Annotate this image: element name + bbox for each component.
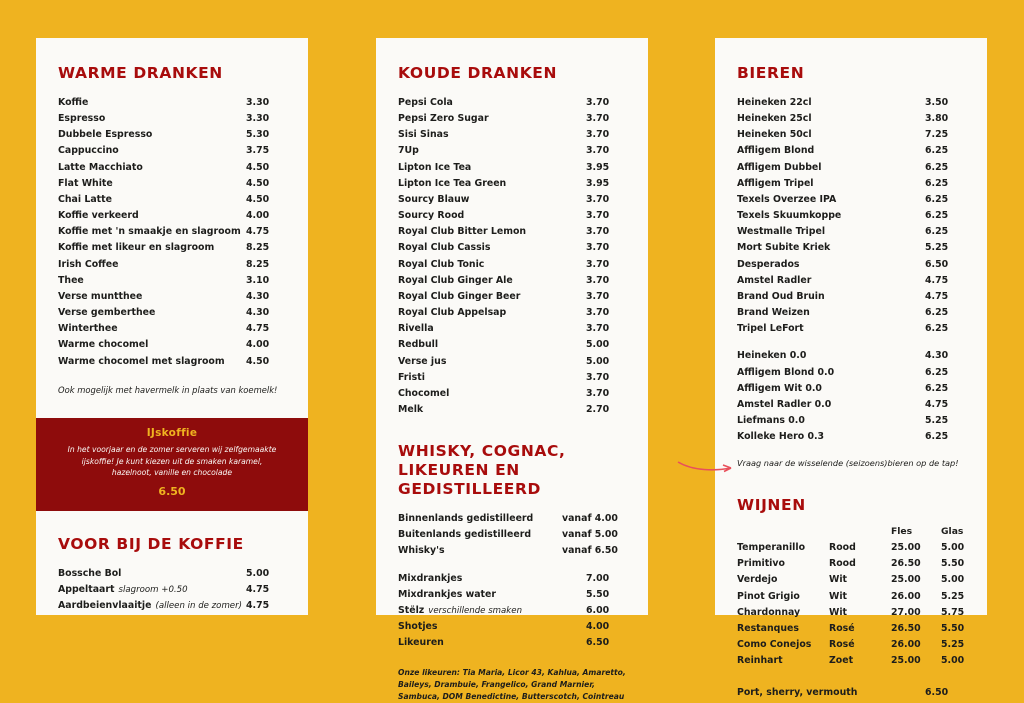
item-price: 3.70	[586, 388, 610, 399]
item-name: Affligem Blond 0.0	[737, 366, 835, 378]
item-price: 4.50	[246, 355, 270, 367]
list-item	[737, 321, 965, 337]
item-name: Irish Coffee	[58, 258, 119, 270]
item-name: Chai Latte	[58, 193, 112, 205]
item-price: 4.30	[925, 350, 949, 362]
wine-bottle-price: 26.00	[891, 639, 921, 651]
wine-glass-price: 5.00	[941, 655, 965, 667]
item-price: 5.30	[246, 129, 270, 141]
list-item	[737, 273, 965, 289]
table-row	[737, 653, 965, 669]
item-price: 3.30	[246, 113, 270, 125]
item-name: Sourcy Rood	[398, 210, 465, 222]
table-row	[737, 589, 965, 605]
list-item	[737, 176, 965, 192]
spacer	[58, 511, 286, 535]
item-name: Latte Macchiato	[58, 161, 143, 173]
item-price: 4.30	[246, 307, 270, 319]
list-item	[398, 370, 626, 386]
item-price: 3.70	[586, 290, 610, 302]
item-name: Verse gemberthee	[58, 307, 156, 319]
item-name: Espresso	[58, 113, 106, 125]
item-price: 6.25	[925, 145, 949, 157]
ijskoffie-description: In het voorjaar en de zomer serveren wij zelfgemaakte ijskoffie! Je kunt kiezen uit de smaken karamel, hazelnoot, vanille en chocolade	[67, 445, 277, 478]
item-name: Heineken 22cl	[737, 96, 812, 108]
item-price: 5.00	[586, 355, 610, 367]
item-note: verschillende smaken	[428, 605, 523, 616]
item-name: Brand Weizen	[737, 307, 810, 319]
list-item	[58, 598, 286, 614]
list-item	[398, 176, 626, 192]
wine-glass-price: 5.25	[941, 639, 965, 651]
item-price: 5.00	[246, 567, 270, 579]
item-name: Heineken 25cl	[737, 113, 812, 125]
list-item	[737, 192, 965, 208]
spacer	[737, 472, 965, 496]
item-name: Amstel Radler	[737, 274, 812, 286]
list-item	[398, 111, 626, 127]
item-name: Affligem Dubbel	[737, 161, 822, 173]
item-price: 3.30	[246, 96, 270, 108]
warme-dranken-list	[58, 95, 286, 370]
table-row	[737, 637, 965, 653]
item-name: Tripel LeFort	[737, 323, 804, 335]
item-price: 3.70	[586, 226, 610, 238]
item-price: 4.75	[246, 226, 270, 238]
list-item	[58, 192, 286, 208]
item-name: Royal Club Ginger Ale	[398, 274, 513, 286]
wine-header-name	[737, 524, 829, 540]
item-price: 3.70	[586, 242, 610, 254]
list-item	[737, 95, 965, 111]
item-price: 6.25	[925, 366, 949, 378]
item-price: 4.75	[246, 323, 270, 335]
list-item	[58, 321, 286, 337]
item-name: Thee	[58, 274, 84, 286]
list-item	[737, 143, 965, 159]
item-price: 4.75	[246, 583, 270, 595]
item-name: 7Up	[398, 145, 419, 157]
item-name: Stëlz	[398, 604, 425, 616]
spacer	[398, 418, 626, 442]
item-name: Appeltaart	[58, 583, 115, 595]
wine-name: Primitivo	[737, 558, 785, 570]
list-item	[398, 192, 626, 208]
item-price: 6.25	[925, 177, 949, 189]
wine-type: Rosé	[829, 622, 855, 634]
list-item	[58, 354, 286, 370]
section-title-bieren: BIEREN	[737, 64, 805, 82]
item-price: 6.25	[925, 382, 949, 394]
item-name: Heineken 50cl	[737, 129, 812, 141]
item-name: Rivella	[398, 323, 434, 335]
list-item	[737, 429, 965, 445]
list-item	[398, 95, 626, 111]
wine-name: Restanques	[737, 622, 799, 634]
list-item	[58, 273, 286, 289]
item-price: 3.50	[925, 96, 949, 108]
item-price: 4.75	[925, 274, 949, 286]
tap-note	[737, 458, 965, 468]
item-name: Koffie met likeur en slagroom	[58, 242, 215, 254]
item-price: 3.95	[586, 177, 610, 189]
item-name: Sisi Sinas	[398, 129, 449, 141]
list-item	[398, 273, 626, 289]
wine-glass-price: 5.00	[941, 542, 965, 554]
wine-type: Zoet	[829, 655, 854, 667]
bieren-list	[737, 95, 965, 446]
ijskoffie-highlight	[36, 418, 308, 510]
list-item	[58, 176, 286, 192]
item-name: Likeuren	[398, 637, 444, 649]
wine-name: Chardonnay	[737, 606, 801, 618]
item-price: 6.25	[925, 226, 949, 238]
list-item	[398, 635, 626, 651]
wine-glass-price: 5.00	[941, 574, 965, 586]
item-price: 5.25	[925, 415, 949, 427]
list-item	[737, 381, 965, 397]
item-price: 3.80	[925, 113, 949, 125]
item-name: Texels Overzee IPA	[737, 193, 837, 205]
item-name: Pepsi Zero Sugar	[398, 113, 489, 125]
item-price: 4.30	[246, 290, 270, 302]
item-name: Royal Club Cassis	[398, 242, 491, 254]
list-item	[58, 208, 286, 224]
item-name: Lipton Ice Tea	[398, 161, 472, 173]
wine-type: Wit	[829, 606, 848, 618]
item-price: 3.70	[586, 323, 610, 335]
list-item	[58, 224, 286, 240]
item-price: 2.70	[586, 404, 610, 416]
item-price: 3.70	[586, 371, 610, 383]
list-item	[737, 365, 965, 381]
item-name: Binnenlands gedistilleerd	[398, 513, 534, 525]
item-name: Bossche Bol	[58, 567, 122, 579]
list-item	[737, 127, 965, 143]
item-price: 3.75	[246, 145, 270, 157]
item-name: Mort Subite Kriek	[737, 242, 831, 254]
item-price: 3.70	[586, 258, 610, 270]
list-item	[58, 143, 286, 159]
list-item	[737, 397, 965, 413]
item-name: Melk	[398, 404, 424, 416]
list-item	[737, 208, 965, 224]
item-price: 3.70	[586, 193, 610, 205]
gedistilleerd-list	[398, 511, 626, 651]
wine-name: Temperanillo	[737, 542, 806, 554]
list-item	[58, 95, 286, 111]
list-item	[58, 337, 286, 353]
item-name: Fristi	[398, 371, 425, 383]
item-name: Affligem Tripel	[737, 177, 814, 189]
item-price: vanaf 5.00	[562, 529, 618, 541]
arrow-icon	[677, 460, 735, 472]
item-name: Koffie met 'n smaakje en slagroom	[58, 226, 241, 238]
list-item	[398, 543, 626, 559]
item-price: 6.25	[925, 431, 949, 443]
item-price: 3.70	[586, 274, 610, 286]
voor-bij-de-koffie-list	[58, 566, 286, 615]
warme-dranken-footnote: Ook mogelijk met havermelk in plaats van koemelk!	[58, 384, 278, 395]
table-row	[737, 605, 965, 621]
item-name: Verse muntthee	[58, 290, 143, 302]
item-name: Redbull	[398, 339, 439, 351]
wine-header-glas: Glas	[941, 526, 964, 538]
list-item	[58, 160, 286, 176]
item-price: 6.25	[925, 161, 949, 173]
wine-glass-price: 5.50	[941, 622, 965, 634]
item-name: Heineken 0.0	[737, 350, 807, 362]
item-price: 3.10	[246, 274, 270, 286]
wine-bottle-price: 26.50	[891, 558, 921, 570]
list-item	[398, 402, 626, 418]
list-item	[737, 240, 965, 256]
wine-bottle-price: 26.50	[891, 622, 921, 634]
wine-type: Rood	[829, 542, 856, 554]
item-name: Flat White	[58, 177, 113, 189]
list-item	[398, 354, 626, 370]
list-item	[737, 348, 965, 364]
item-name: Liefmans 0.0	[737, 415, 805, 427]
list-item	[58, 305, 286, 321]
item-note: (alleen in de zomer)	[155, 600, 242, 611]
list-item	[58, 289, 286, 305]
item-price: 3.70	[586, 96, 610, 108]
menu-column-one	[36, 38, 308, 615]
wine-bottle-price: 25.00	[891, 655, 921, 667]
list-item	[398, 143, 626, 159]
item-name: Pepsi Cola	[398, 96, 453, 108]
item-price: 6.25	[925, 323, 949, 335]
item-name: Koffie	[58, 96, 89, 108]
list-item	[398, 240, 626, 256]
item-price: 6.50	[925, 258, 949, 270]
item-note: slagroom +0.50	[118, 584, 188, 595]
item-name: Royal Club Appelsap	[398, 307, 507, 319]
list-item	[737, 111, 965, 127]
item-name: Aardbeienvlaaitje	[58, 599, 152, 611]
item-price: 5.25	[925, 242, 949, 254]
list-item	[398, 127, 626, 143]
list-item	[398, 587, 626, 603]
item-price: 3.70	[586, 145, 610, 157]
ijskoffie-price: 6.50	[158, 484, 186, 498]
ijskoffie-title: IJskoffie	[146, 427, 198, 440]
table-row	[737, 572, 965, 588]
spacer	[398, 560, 626, 571]
wine-table-header	[737, 524, 965, 540]
wine-bottle-price: 26.00	[891, 590, 921, 602]
section-title-warme-dranken: WARME DRANKEN	[58, 64, 223, 82]
list-item	[58, 240, 286, 256]
section-title-wijnen: WIJNEN	[737, 495, 806, 514]
item-name: Port, sherry, vermouth	[737, 687, 858, 699]
item-price: 8.25	[246, 242, 270, 254]
list-item	[398, 224, 626, 240]
item-price: 4.50	[246, 177, 270, 189]
item-name: Lipton Ice Tea Green	[398, 177, 507, 189]
list-item	[398, 257, 626, 273]
item-price: 4.75	[925, 399, 949, 410]
list-item	[58, 111, 286, 127]
list-item	[398, 603, 626, 619]
item-name: Koffie verkeerd	[58, 210, 139, 222]
section-title-koude-dranken: KOUDE DRANKEN	[398, 64, 558, 82]
spacer	[737, 337, 965, 348]
item-name: Kolleke Hero 0.3	[737, 431, 825, 443]
item-name: Desperados	[737, 258, 800, 270]
item-price: 7.25	[925, 129, 949, 141]
item-name: Royal Club Ginger Beer	[398, 290, 521, 302]
item-name: Royal Club Tonic	[398, 258, 485, 270]
wine-glass-price: 5.75	[941, 606, 965, 618]
list-item	[398, 527, 626, 543]
list-item	[737, 257, 965, 273]
list-item	[58, 582, 286, 598]
item-price: 4.50	[246, 193, 270, 205]
item-price: 4.00	[586, 621, 610, 633]
list-item	[737, 305, 965, 321]
wine-glass-price: 5.25	[941, 590, 965, 602]
list-item	[398, 289, 626, 305]
list-item	[398, 619, 626, 635]
table-row	[737, 621, 965, 637]
item-name: Mixdrankjes	[398, 572, 463, 584]
wine-bottle-price: 25.00	[891, 542, 921, 554]
item-price: 4.75	[246, 599, 270, 611]
wine-name: Como Conejos	[737, 639, 812, 651]
item-price: 6.50	[586, 637, 610, 649]
list-item	[737, 289, 965, 305]
item-name: Amstel Radler 0.0	[737, 399, 832, 410]
item-name: Westmalle Tripel	[737, 226, 826, 238]
list-item	[58, 257, 286, 273]
item-price: 8.25	[246, 258, 270, 270]
wine-type: Rosé	[829, 639, 855, 651]
item-price: 6.25	[925, 210, 949, 222]
list-item	[398, 571, 626, 587]
item-name: Warme chocomel	[58, 339, 149, 351]
item-price: 4.75	[925, 290, 949, 302]
item-name: Brand Oud Bruin	[737, 290, 825, 302]
item-price: 5.50	[586, 588, 610, 600]
item-price: 4.00	[246, 339, 270, 351]
item-name: Royal Club Bitter Lemon	[398, 226, 527, 238]
wine-bottle-price: 27.00	[891, 606, 921, 618]
item-name: Sourcy Blauw	[398, 193, 470, 205]
wine-name: Reinhart	[737, 655, 783, 667]
wine-header-fles: Fles	[891, 526, 913, 538]
list-item	[398, 305, 626, 321]
item-name: Chocomel	[398, 388, 450, 399]
item-price: vanaf 6.50	[562, 545, 618, 557]
item-price: vanaf 4.00	[562, 513, 618, 525]
item-name: Shotjes	[398, 621, 438, 633]
item-price: 3.70	[586, 210, 610, 222]
wine-type: Wit	[829, 574, 848, 586]
item-price: 6.25	[925, 307, 949, 319]
wine-bottle-price: 25.00	[891, 574, 921, 586]
list-item	[398, 321, 626, 337]
item-name: Mixdrankjes water	[398, 588, 497, 600]
item-name: Texels Skuumkoppe	[737, 210, 842, 222]
item-name: Affligem Blond	[737, 145, 815, 157]
tap-note-text: Vraag naar de wisselende (seizoens)bieren op de tap!	[737, 457, 959, 468]
item-name: Dubbele Espresso	[58, 129, 153, 141]
item-name: Cappuccino	[58, 145, 119, 157]
item-price: 7.00	[586, 572, 610, 584]
item-name: Verse jus	[398, 355, 447, 367]
item-price: 4.00	[246, 210, 270, 222]
item-price: 4.50	[246, 161, 270, 173]
item-price: 6.50	[925, 687, 949, 699]
leader	[857, 687, 925, 698]
table-row	[737, 540, 965, 556]
item-price: 3.70	[586, 113, 610, 125]
list-item	[737, 687, 965, 698]
item-price: 3.70	[586, 129, 610, 141]
wine-header-type	[829, 524, 891, 540]
item-name: Buitenlands gedistilleerd	[398, 529, 532, 541]
item-name: Winterthee	[58, 323, 118, 335]
item-price: 6.25	[925, 193, 949, 205]
list-item	[398, 160, 626, 176]
list-item	[737, 160, 965, 176]
list-item	[58, 566, 286, 582]
wine-type: Wit	[829, 590, 848, 602]
section-title-voor-bij-de-koffie: VOOR BIJ DE KOFFIE	[58, 534, 244, 553]
item-price: 3.95	[586, 161, 610, 173]
wine-glass-price: 5.50	[941, 558, 965, 570]
section-title-whisky-cognac-likeuren: WHISKY, COGNAC, LIKEUREN EN GEDISTILLEERD	[398, 442, 566, 499]
likeuren-note: Onze likeuren: Tia Maria, Licor 43, Kahlua, Amaretto, Baileys, Drambuie, Frangelico, Grand Marnier, Sambuca, DOM Benedictine, Butterscotch, Cointreau	[398, 668, 626, 701]
item-name: Whisky's	[398, 545, 445, 557]
wine-name: Pinot Grigio	[737, 590, 800, 602]
list-item	[398, 208, 626, 224]
list-item	[398, 386, 626, 402]
item-name: Warme chocomel met slagroom	[58, 355, 225, 367]
list-item	[398, 337, 626, 353]
item-price: 6.00	[586, 604, 610, 616]
menu-column-three	[715, 38, 987, 699]
list-item	[58, 127, 286, 143]
menu-column-two	[376, 38, 648, 701]
list-item	[398, 511, 626, 527]
table-row	[737, 556, 965, 572]
item-name: Affligem Wit 0.0	[737, 382, 822, 394]
item-price: 5.00	[586, 339, 610, 351]
koude-dranken-list	[398, 95, 626, 418]
list-item	[737, 413, 965, 429]
wine-type: Rood	[829, 558, 856, 570]
item-price: 3.70	[586, 307, 610, 319]
wine-name: Verdejo	[737, 574, 778, 586]
list-item	[737, 224, 965, 240]
